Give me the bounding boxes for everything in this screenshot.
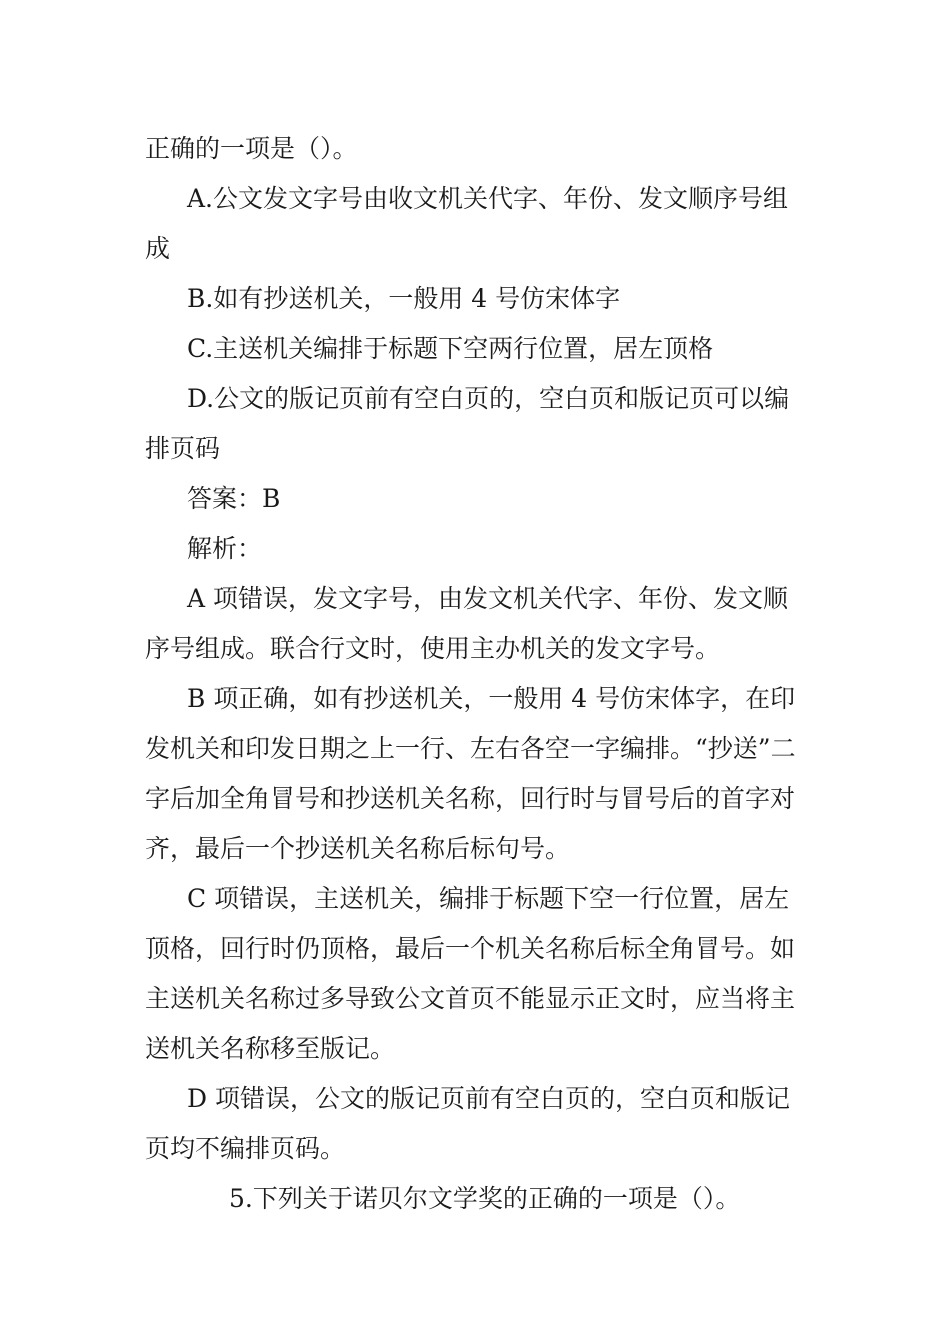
option-a: A.公文发文字号由收文机关代字、年份、发文顺序号组成 (145, 184, 789, 263)
answer-line: 答案：B (187, 484, 281, 513)
analysis-option-d: D 项错误，公文的版记页前有空白页的，空白页和版记页均不编排页码。 (145, 1084, 790, 1163)
question-continuation: 正确的一项是（）。 (145, 134, 358, 163)
option-b: B.如有抄送机关，一般用 4 号仿宋体字 (187, 284, 621, 313)
analysis-label: 解析： (187, 534, 263, 563)
question-5: 5.下列关于诺贝尔文学奖的正确的一项是（）。 (229, 1184, 741, 1213)
option-c: C.主送机关编排于标题下空两行位置，居左顶格 (187, 334, 714, 363)
analysis-option-c: C 项错误，主送机关，编排于标题下空一行位置，居左顶格，回行时仍顶格，最后一个机关名称后标全角冒号。如主送机关名称过多导致公文首页不能显示正文时，应当将主送机关名称移至版记。 (145, 884, 796, 1063)
option-d: D.公文的版记页前有空白页的，空白页和版记页可以编排页码 (145, 384, 790, 463)
analysis-option-a: A 项错误，发文字号，由发文机关代字、年份、发文顺序号组成。联合行文时，使用主办机关的发文字号。 (145, 584, 789, 663)
analysis-option-b: B 项正确，如有抄送机关，一般用 4 号仿宋体字，在印发机关和印发日期之上一行、左右各空一字编排。“抄送”二字后加全角冒号和抄送机关名称，回行时与冒号后的首字对齐，最后一个抄送机关名称后标句号。 (145, 684, 796, 863)
